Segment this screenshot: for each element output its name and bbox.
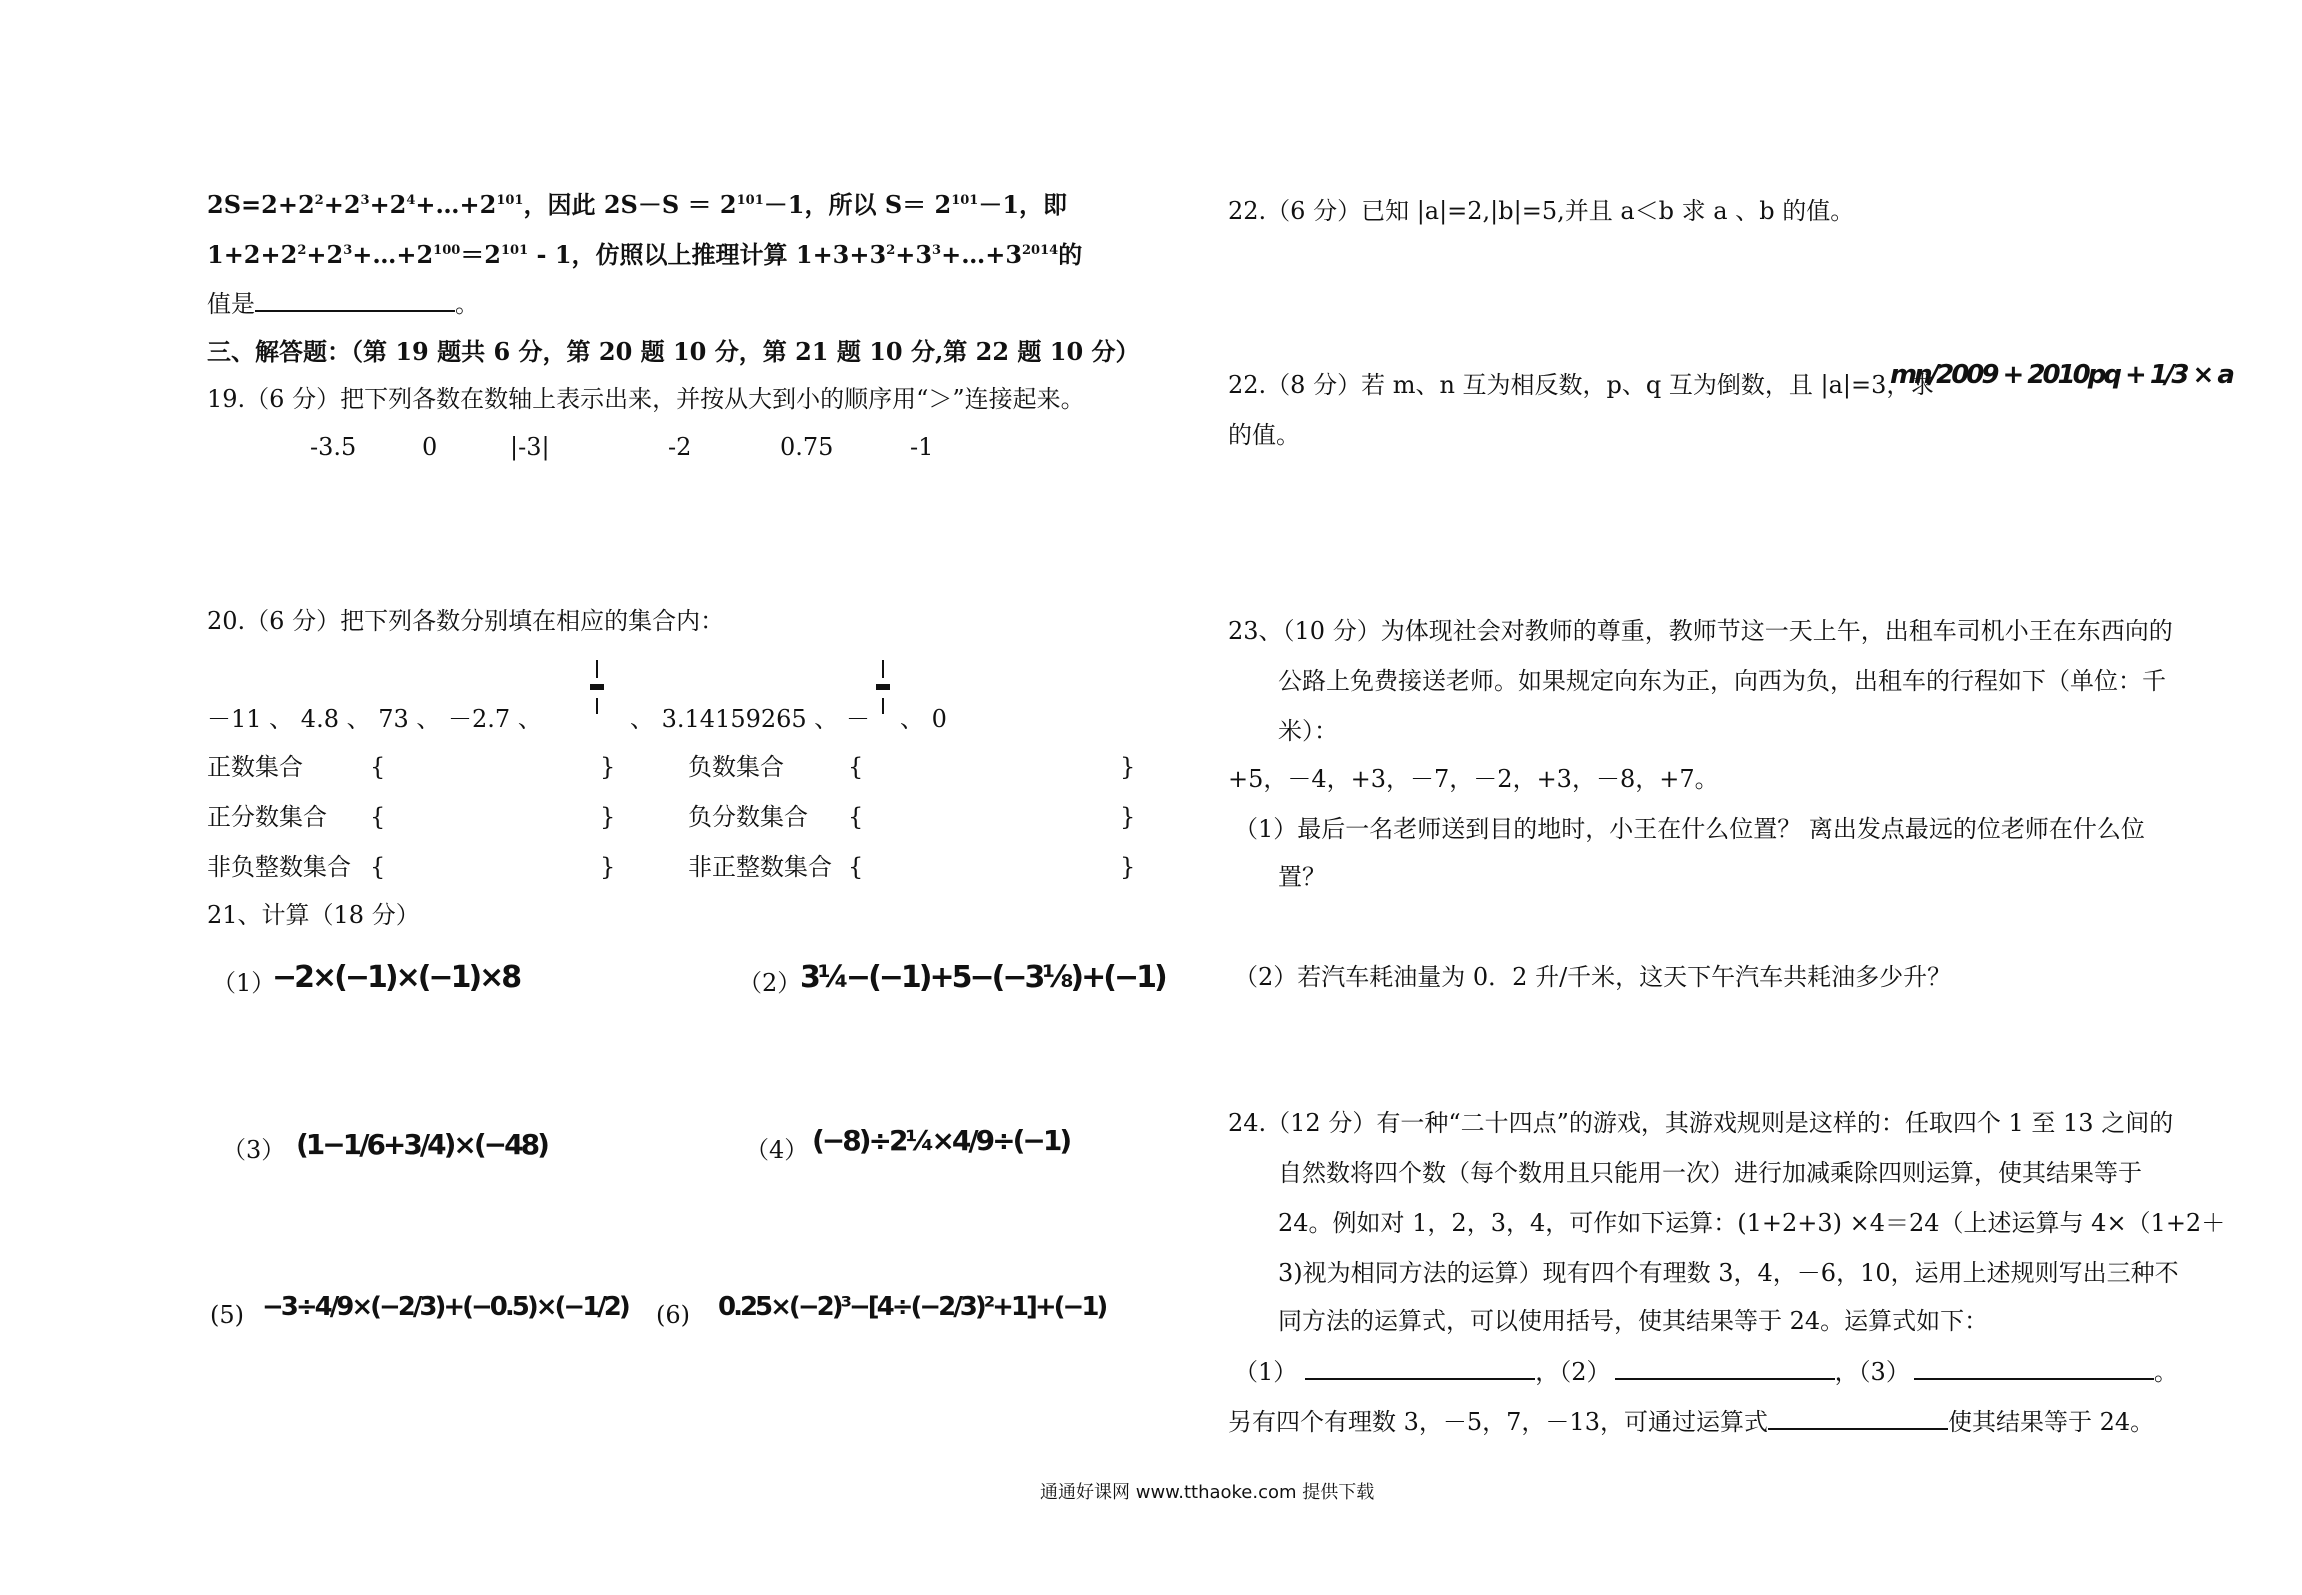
exponent: 101 xyxy=(736,193,764,208)
answer-line xyxy=(207,288,479,319)
text: 的 xyxy=(1058,240,1083,269)
exponent: 4 xyxy=(406,193,416,208)
set-open-brace: { xyxy=(848,853,864,881)
set-answer-area[interactable] xyxy=(870,802,1110,830)
text: 。 xyxy=(2153,1358,2178,1386)
text: （1） xyxy=(1234,1358,1298,1386)
set-label: 非负整数集合 xyxy=(207,853,351,881)
exponent: 2 xyxy=(886,243,896,258)
text: ＝2 xyxy=(460,240,501,269)
set-close-brace: } xyxy=(600,803,616,831)
text: - 1，仿照以上推理计算 1+3+3 xyxy=(528,240,887,269)
q20-numbers xyxy=(207,704,542,734)
set-answer-area[interactable] xyxy=(870,852,1110,880)
q19-number: 0 xyxy=(422,433,438,461)
q21-expression: −2×(−1)×(−1)×8 xyxy=(272,960,520,995)
set-label: 负数集合 xyxy=(688,753,784,781)
q19-number: |-3| xyxy=(510,433,550,461)
q19-number: 0.75 xyxy=(780,433,834,461)
set-close-brace: } xyxy=(600,853,616,881)
set-close-brace: } xyxy=(1120,803,1136,831)
exponent: 2014 xyxy=(1022,243,1059,258)
exponent: 101 xyxy=(496,193,524,208)
text: +2 xyxy=(369,190,407,219)
text: －1，所以 S＝ 2 xyxy=(763,190,952,219)
set-open-brace: { xyxy=(370,853,386,881)
q21-expression: 3¼−(−1)+5−(−3⅛)+(−1) xyxy=(800,960,1165,995)
set-label: 负分数集合 xyxy=(688,803,808,831)
text: 2S=2+2 xyxy=(207,190,315,219)
q21-item-number: （3） xyxy=(222,1136,286,1164)
q24-line-7 xyxy=(1228,1406,2154,1437)
set-open-brace: { xyxy=(370,803,386,831)
q19-number: -1 xyxy=(910,433,934,461)
q21-item-number: （4） xyxy=(745,1136,809,1164)
q24-blanks-line xyxy=(1234,1356,2178,1387)
text: 使其结果等于 24。 xyxy=(1947,1408,2155,1436)
text: 。 xyxy=(455,290,479,318)
set-close-brace: } xyxy=(600,753,616,781)
q21-item-number: （1） xyxy=(212,969,276,997)
footer[interactable]: 通通好课网 www.tthaoke.com 提供下载 xyxy=(1040,1482,1375,1503)
set-close-brace: } xyxy=(1120,853,1136,881)
exponent: 3 xyxy=(343,243,353,258)
q20-stem: 20.（6 分）把下列各数分别填在相应的集合内： xyxy=(207,607,725,635)
text: 值是 xyxy=(207,290,255,318)
text: 、 3.14159265 、 － xyxy=(630,705,870,733)
answer-blank-3[interactable] xyxy=(1914,1356,2154,1380)
q24-line-1: 24.（12 分）有一种“二十四点”的游戏，其游戏规则是这样的：任取四个 1 至 13 之间的 xyxy=(1228,1109,2174,1137)
text: +…+2 xyxy=(415,190,497,219)
q19-number: -2 xyxy=(668,433,692,461)
set-open-brace: { xyxy=(370,753,386,781)
q23-part-2: （2）若汽车耗油量为 0．2 升/千米，这天下午汽车共耗油多少升？ xyxy=(1234,963,1952,991)
q21-expression: (−8)÷2¼×4/9÷(−1) xyxy=(812,1124,1070,1157)
set-close-brace: } xyxy=(1120,753,1136,781)
q24-line-2: 自然数将四个数（每个数用且只能用一次）进行加减乘除四则运算，使其结果等于 xyxy=(1278,1159,2142,1187)
text: 另有四个有理数 3，－5，7，－13，可通过运算式 xyxy=(1228,1408,1768,1436)
exponent: 3 xyxy=(932,243,942,258)
text: +3 xyxy=(895,240,933,269)
sum-derivation-line-1 xyxy=(207,186,1067,220)
answer-blank[interactable] xyxy=(255,288,455,312)
q21-stem: 21、计算（18 分） xyxy=(207,901,420,929)
q21-item-number: (6) xyxy=(656,1301,690,1329)
section-3-heading: 三、解答题：（第 19 题共 6 分，第 20 题 10 分，第 21 题 10 分,第 22 题 10 分） xyxy=(207,337,1140,366)
exponent: 101 xyxy=(501,243,529,258)
q21-item-number: (5) xyxy=(210,1301,244,1329)
q22b-expression: mn/2009 + 2010pq + 1/3 × a xyxy=(1890,360,2232,390)
q23-trip-data: +5，－4，+3，－7，－2，+3，－8，+7。 xyxy=(1228,765,1719,793)
answer-blank-2[interactable] xyxy=(1615,1356,1835,1380)
answer-blank-1[interactable] xyxy=(1305,1356,1535,1380)
q23-part-1-cont: 置？ xyxy=(1278,863,1326,891)
q20-zero: 、 0 xyxy=(900,705,947,733)
set-answer-area[interactable] xyxy=(390,802,590,830)
q20-numbers-tail xyxy=(630,704,870,734)
q19-stem: 19.（6 分）把下列各数在数轴上表示出来，并按从大到小的顺序用“＞”连接起来。 xyxy=(207,385,1085,413)
text: －11 、 4.8 、 73 、 －2.7 、 xyxy=(207,705,542,733)
q21-expression: −3÷4/9×(−2/3)+(−0.5)×(−1/2) xyxy=(262,1292,628,1322)
exponent: 2 xyxy=(314,193,324,208)
text: ，（3） xyxy=(1834,1358,1910,1386)
q23-part-1: （1）最后一名老师送到目的地时，小王在什么位置？ 离出发点最远的位老师在什么位 xyxy=(1234,815,2145,843)
set-answer-area[interactable] xyxy=(390,852,590,880)
exponent: 101 xyxy=(951,193,979,208)
set-label: 正分数集合 xyxy=(207,803,327,831)
q23-stem-line-1: 23、（10 分）为体现社会对教师的尊重，教师节这一天上午，出租车司机小王在东西向的 xyxy=(1228,617,2173,645)
q23-stem-line-2: 公路上免费接送老师。如果规定向东为正，向西为负，出租车的行程如下（单位：千 xyxy=(1278,667,2166,695)
set-answer-area[interactable] xyxy=(870,752,1110,780)
fraction-glyph xyxy=(590,660,604,716)
q24-line-3: 24。例如对 1，2，3，4，可作如下运算：(1+2+3) ×4＝24（上述运算与 4×（1+2＋ xyxy=(1278,1209,2226,1237)
set-label: 非正整数集合 xyxy=(688,853,832,881)
q21-item-number: （2） xyxy=(738,969,802,997)
text: ，因此 2S－S ＝ 2 xyxy=(523,190,737,219)
text: +…+2 xyxy=(352,240,434,269)
text: +2 xyxy=(306,240,344,269)
q23-stem-line-3: 米）： xyxy=(1278,717,1338,745)
set-open-brace: { xyxy=(848,803,864,831)
set-answer-area[interactable] xyxy=(390,752,590,780)
text: +…+3 xyxy=(941,240,1023,269)
q19-number: -3.5 xyxy=(310,433,357,461)
q22a-stem: 22.（6 分）已知 |a|=2,|b|=5,并且 a＜b 求 a 、b 的值。 xyxy=(1228,197,1855,225)
set-open-brace: { xyxy=(848,753,864,781)
fraction-glyph xyxy=(876,660,890,716)
q22b-tail: 的值。 xyxy=(1228,421,1300,449)
q24-line-4: 3)视为相同方法的运算）现有四个有理数 3，4，－6，10，运用上述规则写出三种不 xyxy=(1278,1259,2179,1287)
q22b-stem: 22.（8 分）若 m、n 互为相反数，p、q 互为倒数，且 |a|=3，求 xyxy=(1228,371,1935,399)
text: +2 xyxy=(323,190,361,219)
q21-expression: (1−1/6+3/4)×(−48) xyxy=(296,1128,547,1161)
text: －1，即 xyxy=(978,190,1068,219)
q24-line-5: 同方法的运算式，可以使用括号，使其结果等于 24。运算式如下： xyxy=(1278,1307,1989,1335)
text: 1+2+2 xyxy=(207,240,298,269)
exponent: 100 xyxy=(433,243,461,258)
sum-derivation-line-2 xyxy=(207,236,1082,270)
set-label: 正数集合 xyxy=(207,753,303,781)
exponent: 2 xyxy=(297,243,307,258)
text: ，（2） xyxy=(1535,1358,1611,1386)
answer-blank-4[interactable] xyxy=(1768,1406,1948,1430)
exponent: 3 xyxy=(360,193,370,208)
q21-expression: 0.25×(−2)³−[4÷(−2/3)²+1]+(−1) xyxy=(718,1292,1106,1322)
